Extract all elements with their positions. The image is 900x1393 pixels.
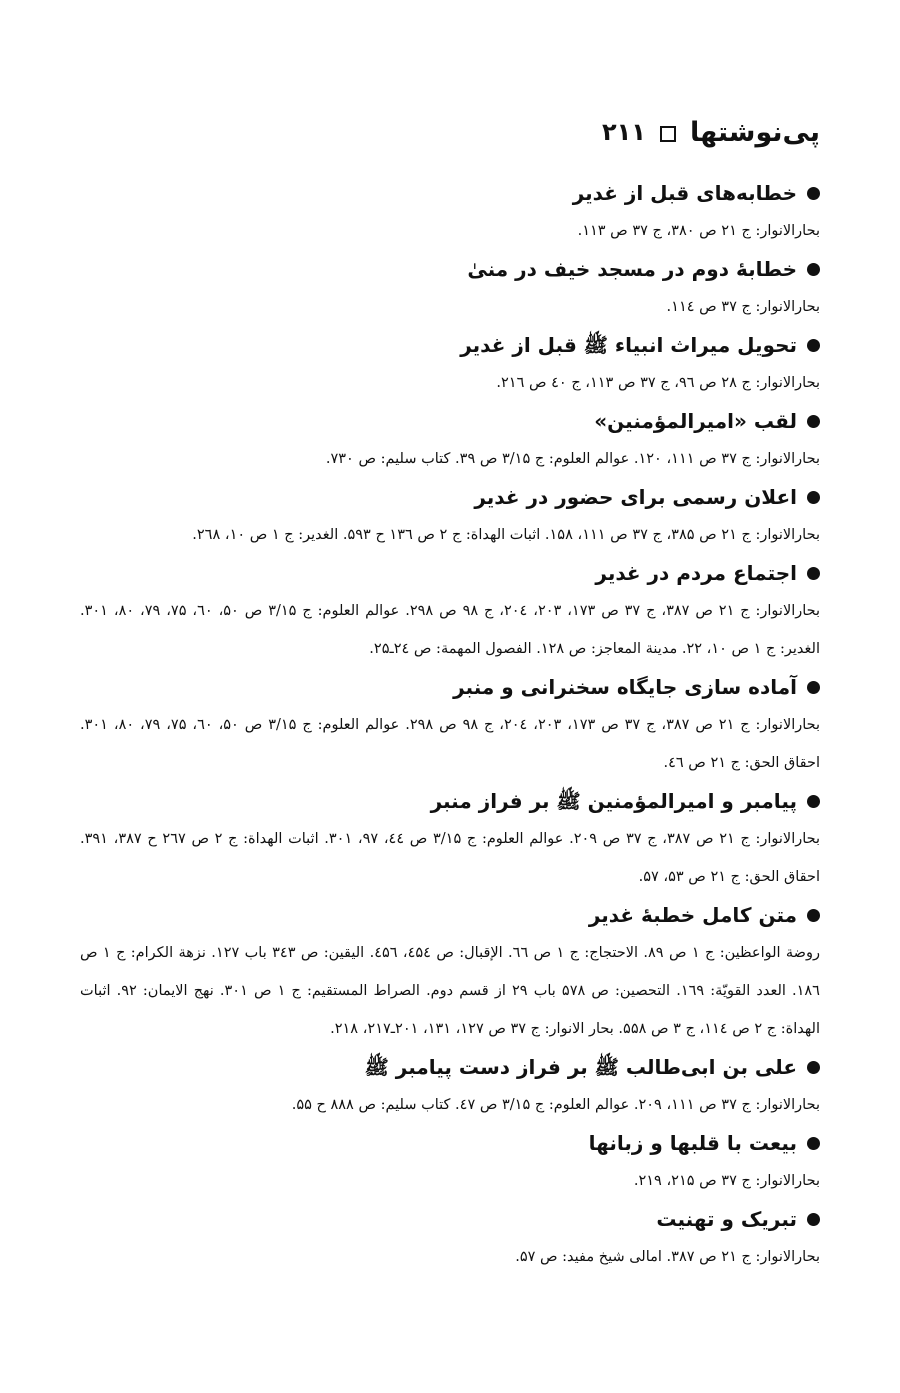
section-title: اجتماع مردم در غدیر — [595, 561, 797, 585]
section-title: خطابهٔ دوم در مسجد خیف در منیٰ — [467, 257, 797, 281]
bullet-icon — [807, 567, 820, 580]
section-references: بحارالانوار: ج ۳۷ ص ۱۱۱، ۱۲۰. عوالم العلوم: ج ۳/۱۵ ص ۳۹. کتاب سلیم: ص ۷۳۰. — [325, 451, 820, 467]
section-references: بحارالانوار: ج ۲۱ ص ۳۸۷، ج ۳۷ ص ۱۷۳، ۲۰۳، ۲۰٤، ج ۹۸ ص ۲۹۸. عوالم العلوم: ج ۳/۱۵ ص ۵۰، ٦۰، ۷۵، ۷۹، ۸۰، ۳۰۱. الغدیر: ج ۱ ص ۱۰، ۲۲. مدینة المعاجز: ص ۱۲۸. الفصول المهمة: ص ۲٤ـ۲۵. — [80, 603, 821, 657]
section-heading — [80, 402, 820, 440]
bullet-icon — [807, 909, 820, 922]
section-heading — [80, 554, 820, 592]
note-section — [80, 554, 820, 668]
bullet-icon — [807, 1137, 820, 1150]
note-section — [80, 250, 820, 326]
bullet-icon — [807, 415, 820, 428]
bullet-icon — [807, 1061, 820, 1074]
section-heading — [80, 1200, 820, 1238]
bullet-icon — [807, 263, 820, 276]
section-references: بحارالانوار: ج ۳۷ ص ۱۱۱، ۲۰۹. عوالم العلوم: ج ۳/۱۵ ص ٤۷. کتاب سلیم: ص ۸۸۸ ح ۵۵. — [291, 1097, 820, 1113]
section-heading — [80, 896, 820, 934]
section-title: پیامبر و امیرالمؤمنین ﷺ بر فراز منبر — [430, 789, 797, 813]
section-references: بحارالانوار: ج ۲۱ ص ۳۸۷، ج ۳۷ ص ۲۰۹. عوالم العلوم: ج ۳/۱۵ ص ٤٤، ۹۷، ۳۰۱. اثبات الهداة: ج ۲ ص ۲٦۷ ح ۳۸۷، ۳۹۱. احقاق الحق: ج ۲۱ ص ۵۳، ۵۷. — [80, 831, 821, 885]
section-title: متن کامل خطبهٔ غدیر — [588, 903, 797, 927]
running-head-title: پی‌نوشتها — [689, 116, 820, 148]
section-references: بحارالانوار: ج ۲۱ ص ۳۸۷، ج ۳۷ ص ۱۷۳، ۲۰۳، ۲۰٤، ج ۹۸ ص ۲۹۸. عوالم العلوم: ج ۳/۱۵ ص ۵۰، ٦۰، ۷۵، ۷۹، ۸۰، ۳۰۱. احقاق الحق: ج ۲۱ ص ٤٦. — [80, 717, 821, 771]
section-title: خطابه‌های قبل از غدیر — [572, 181, 797, 205]
section-heading — [80, 174, 820, 212]
section-title: بیعت با قلبها و زبانها — [588, 1131, 797, 1155]
section-references: بحارالانوار: ج ۲۸ ص ۹٦، ج ۳۷ ص ۱۱۳، ج ٤۰ ص ۲۱٦. — [496, 375, 820, 391]
bullet-icon — [807, 339, 820, 352]
section-references: بحارالانوار: ج ۳۷ ص ۱۱٤. — [666, 299, 820, 315]
bullet-icon — [807, 1213, 820, 1226]
note-section — [80, 478, 820, 554]
bullet-icon — [807, 795, 820, 808]
section-heading — [80, 668, 820, 706]
section-title: علی بن ابی‌طالب ﷺ بر فراز دست پیامبر ﷺ — [364, 1055, 797, 1079]
note-section — [80, 1124, 820, 1200]
section-references: روضة الواعظین: ج ۱ ص ۸۹. الاحتجاج: ج ۱ ص ٦٦. الإقبال: ص ٤۵٤، ٤۵٦. الیقین: ص ۳٤۳ باب ۱۲۷. نزهة الکرام: ج ۱ ص ۱۸٦. العدد القویّة: ۱٦۹. التحصین: ص ۵۷۸ باب ۲۹ از قسم دوم. الصراط المستقیم: ج ۱ ص ۳۰۱. نهج الایمان: ۹۲. اثبات الهداة: ج ۲ ص ۱۱٤، ج ۳ ص ۵۵۸. بحار الانوار: ج ۳۷ ص ۱۲۷، ۱۳۱، ۲۰۱ـ۲۱۷، ۲۱۸. — [80, 945, 821, 1037]
bullet-icon — [807, 491, 820, 504]
note-section — [80, 1200, 820, 1276]
section-heading — [80, 1048, 820, 1086]
section-title: اعلان رسمی برای حضور در غدیر — [474, 485, 797, 509]
bullet-icon — [807, 681, 820, 694]
section-heading — [80, 250, 820, 288]
note-section — [80, 402, 820, 478]
note-section — [80, 782, 820, 896]
section-title: تبریک و تهنیت — [656, 1207, 797, 1231]
section-references: بحارالانوار: ج ۲۱ ص ۳۸۰، ج ۳۷ ص ۱۱۳. — [577, 223, 820, 239]
note-section — [80, 896, 820, 1048]
bullet-icon — [807, 187, 820, 200]
section-heading — [80, 326, 820, 364]
section-title: لقب «امیرالمؤمنین» — [594, 409, 797, 433]
note-section — [80, 1048, 820, 1124]
section-references: بحارالانوار: ج ۲۱ ص ۳۸۵، ج ۳۷ ص ۱۱۱، ۱۵۸. اثبات الهداة: ج ۲ ص ۱۳٦ ح ۵۹۳. الغدیر: ج ۱ ص ۱۰، ۲٦۸. — [192, 527, 820, 543]
note-section — [80, 326, 820, 402]
square-ornament-icon — [660, 126, 676, 142]
section-heading — [80, 782, 820, 820]
section-heading — [80, 1124, 820, 1162]
page-number: ۲۱۱ — [601, 118, 646, 146]
running-head — [80, 112, 820, 152]
section-references: بحارالانوار: ج ۲۱ ص ۳۸۷. امالی شیخ مفید: ص ۵۷. — [515, 1249, 820, 1265]
section-references: بحارالانوار: ج ۳۷ ص ۲۱۵، ۲۱۹. — [633, 1173, 820, 1189]
note-section — [80, 174, 820, 250]
section-heading — [80, 478, 820, 516]
note-section — [80, 668, 820, 782]
section-title: آماده سازی جایگاه سخنرانی و منبر — [453, 675, 797, 699]
section-title: تحویل میراث انبیاء ﷺ قبل از غدیر — [460, 333, 797, 357]
